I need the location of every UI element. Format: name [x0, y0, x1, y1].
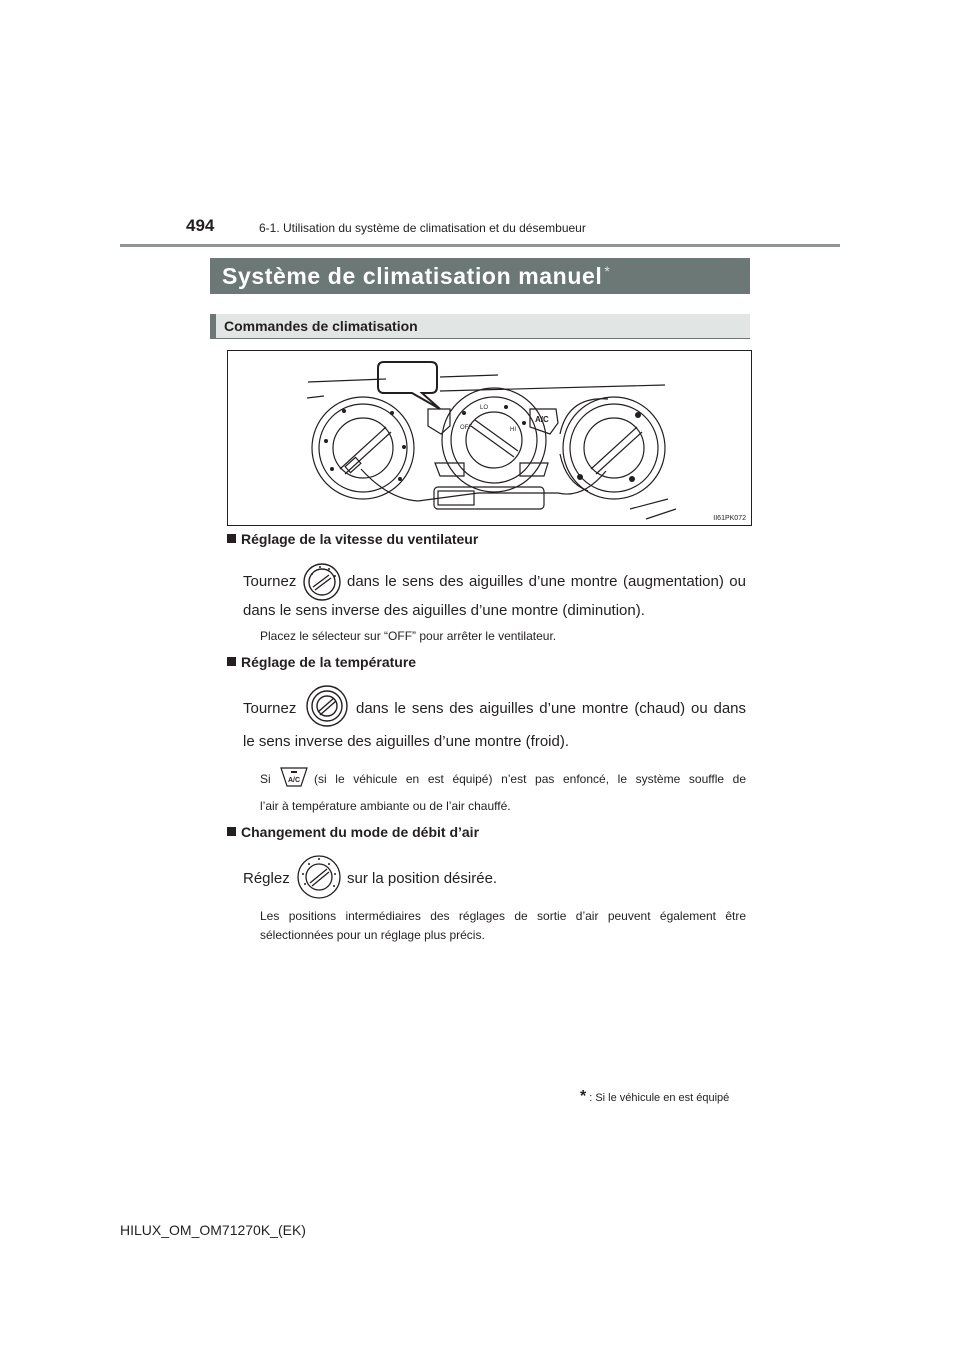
footnote [580, 1088, 729, 1106]
ac-button-label: A/C [535, 415, 549, 424]
temperature-note1-start: Si [260, 772, 271, 786]
ac-icon-label: A/C [288, 777, 301, 784]
title-asterisk: * [604, 263, 611, 279]
airflow-knob-icon [296, 854, 342, 905]
airflow-note2: sélectionnées pour un réglage plus précis. [260, 928, 485, 942]
figure-code: II61PK072 [713, 515, 746, 522]
fan-speed-heading-text: Réglage de la vitesse du ventilateur [241, 531, 479, 547]
fan-line2: dans le sens inverse des aiguilles d’une montre (diminution). [243, 602, 645, 619]
temperature-note2: l’air à température ambiante ou de l’air chauffé. [260, 799, 511, 813]
fan-label-hi: HI [510, 427, 516, 433]
bullet-square-icon [227, 827, 236, 836]
document-code: HILUX_OM_OM71270K_(EK) [120, 1222, 306, 1238]
section-heading-bar [210, 314, 750, 339]
footnote-asterisk: * [580, 1088, 587, 1105]
climate-control-illustration [227, 350, 752, 526]
bullet-square-icon [227, 657, 236, 666]
fan-line1-start: Tournez [243, 573, 297, 590]
section-heading: Commandes de climatisation [224, 318, 418, 334]
temperature-line2: le sens inverse des aiguilles d’une montre (froid). [243, 733, 569, 750]
section-accent [210, 314, 216, 338]
fan-knob-icon [302, 562, 342, 607]
temperature-heading-text: Réglage de la température [241, 654, 417, 670]
temperature-line1-end: dans le sens des aiguilles d’une montre (chaud) ou dans [356, 700, 746, 717]
fan-label-off: OFF [460, 425, 472, 431]
airflow-line1-end: sur la position désirée. [347, 870, 498, 887]
temperature-line1-start: Tournez [243, 700, 297, 717]
fan-label-lo: LO [480, 405, 489, 411]
fan-note: Placez le sélecteur sur “OFF” pour arrêter le ventilateur. [260, 629, 557, 643]
airflow-line1-start: Réglez [243, 870, 290, 887]
bullet-square-icon [227, 534, 236, 543]
temperature-note1-end: (si le véhicule en est équipé) n’est pas enfoncé, le système souffle de [314, 772, 746, 786]
header-rule [120, 244, 840, 247]
airflow-note1: Les positions intermédiaires des réglages de sortie d’air peuvent également être [260, 909, 746, 923]
fan-line1-end: dans le sens des aiguilles d’une montre (augmentation) ou [347, 573, 746, 590]
title-bar [210, 258, 750, 294]
airflow-heading-text: Changement du mode de débit d’air [241, 824, 480, 840]
fan-speed-heading [227, 531, 478, 547]
page-title-text: Système de climatisation manuel [222, 263, 603, 289]
climate-panel-drawing [228, 351, 751, 525]
temperature-heading [227, 654, 416, 670]
page-title [222, 263, 610, 290]
page-number: 494 [186, 216, 215, 235]
ac-button-icon [279, 766, 309, 793]
footnote-text: : Si le véhicule en est équipé [589, 1092, 730, 1104]
running-head: 6-1. Utilisation du système de climatisation et du désembueur [259, 221, 586, 235]
temperature-knob-icon [305, 684, 349, 733]
airflow-heading [227, 824, 479, 840]
